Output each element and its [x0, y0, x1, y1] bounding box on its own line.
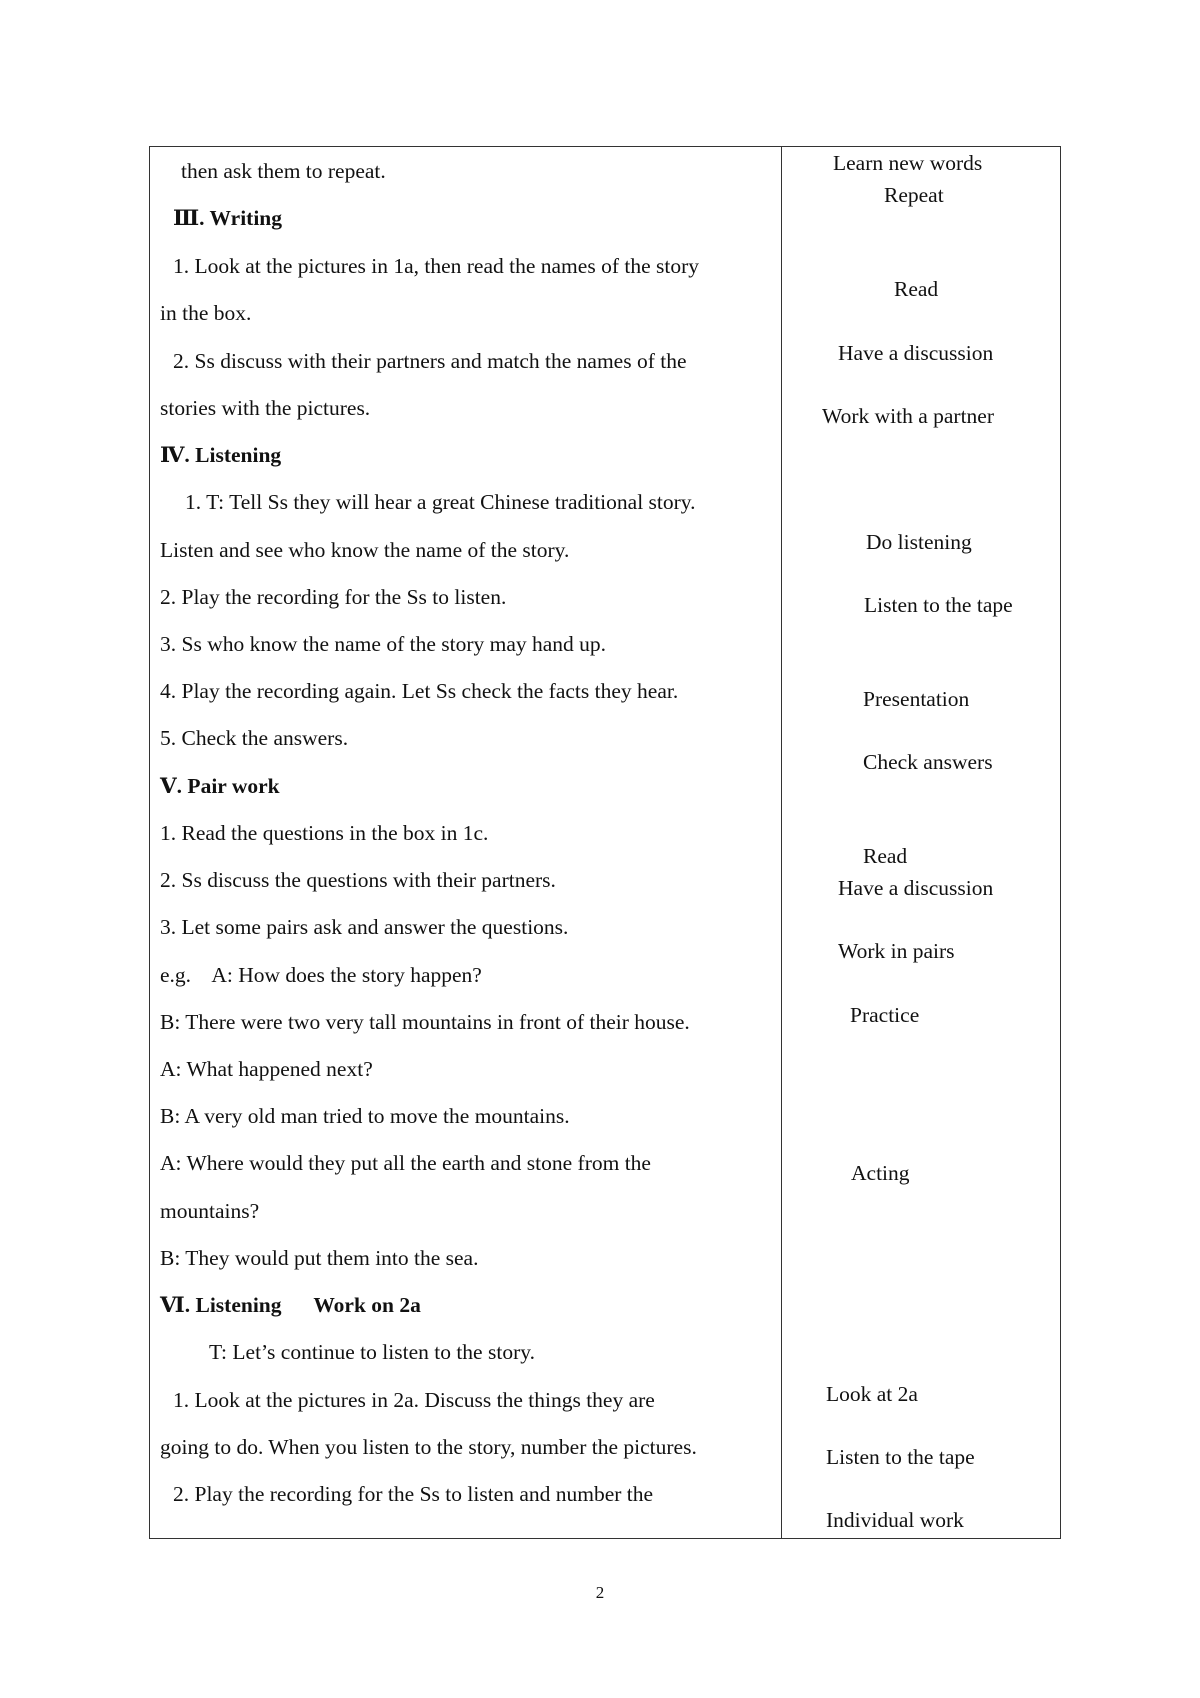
text-line: going to do. When you listen to the story, number the pictures. — [160, 1435, 697, 1459]
text-line: B: There were two very tall mountains in front of their house. — [160, 1010, 690, 1034]
text-line: B: They would put them into the sea. — [160, 1246, 479, 1270]
text-line: 1. Look at the pictures in 2a. Discuss the things they are — [173, 1388, 655, 1412]
section-heading-writing: Ⅲ. Writing — [173, 206, 283, 230]
activity-label: Work in pairs — [838, 939, 955, 963]
activity-label: Check answers — [863, 750, 993, 774]
section-heading-listening-2a: Ⅵ. Listening Work on 2a — [160, 1293, 421, 1317]
text-line: 3. Ss who know the name of the story may hand up. — [160, 632, 607, 656]
activity-label: Read — [894, 277, 939, 301]
page-number: 2 — [595, 1583, 605, 1602]
activity-label: Do listening — [866, 530, 972, 554]
text-line: 1. Look at the pictures in 1a, then read the names of the story — [173, 254, 699, 278]
section-heading-pair-work: Ⅴ. Pair work — [160, 774, 280, 798]
text-line: 4. Play the recording again. Let Ss check the facts they hear. — [160, 679, 679, 703]
activity-label: Individual work — [826, 1508, 964, 1532]
text-line: A: Where would they put all the earth and stone from the — [160, 1151, 651, 1175]
activity-label: Presentation — [863, 687, 970, 711]
activity-label: Listen to the tape — [864, 593, 1013, 617]
text-line: 2. Ss discuss with their partners and match the names of the — [173, 349, 687, 373]
activity-label: Have a discussion — [838, 876, 994, 900]
activity-label: Look at 2a — [826, 1382, 918, 1406]
text-line: Listen and see who know the name of the story. — [160, 538, 570, 562]
section-heading-listening: Ⅳ. Listening — [160, 443, 282, 467]
activity-label: Read — [863, 844, 908, 868]
text-line: 1. Read the questions in the box in 1c. — [160, 821, 489, 845]
text-line: in the box. — [160, 301, 252, 325]
text-line: T: Let’s continue to listen to the story. — [209, 1340, 535, 1364]
activity-label: Learn new words — [833, 151, 983, 175]
text-line: e.g. A: How does the story happen? — [160, 963, 482, 987]
column-divider — [781, 147, 782, 1538]
activity-label: Listen to the tape — [826, 1445, 975, 1469]
activity-label: Have a discussion — [838, 341, 994, 365]
activity-label: Practice — [850, 1003, 920, 1027]
text-line: then ask them to repeat. — [181, 159, 386, 183]
text-line: stories with the pictures. — [160, 396, 371, 420]
text-line: 5. Check the answers. — [160, 726, 349, 750]
text-line: mountains? — [160, 1199, 260, 1223]
text-line: 2. Play the recording for the Ss to listen. — [160, 585, 507, 609]
activity-label: Repeat — [884, 183, 944, 207]
text-line: 1. T: Tell Ss they will hear a great Chinese traditional story. — [185, 490, 696, 514]
activity-label: Acting — [851, 1161, 910, 1185]
text-line: 2. Ss discuss the questions with their partners. — [160, 868, 556, 892]
text-line: 3. Let some pairs ask and answer the questions. — [160, 915, 569, 939]
text-line: A: What happened next? — [160, 1057, 373, 1081]
text-line: B: A very old man tried to move the mountains. — [160, 1104, 570, 1128]
text-line: 2. Play the recording for the Ss to listen and number the — [173, 1482, 654, 1506]
activity-label: Work with a partner — [822, 404, 994, 428]
